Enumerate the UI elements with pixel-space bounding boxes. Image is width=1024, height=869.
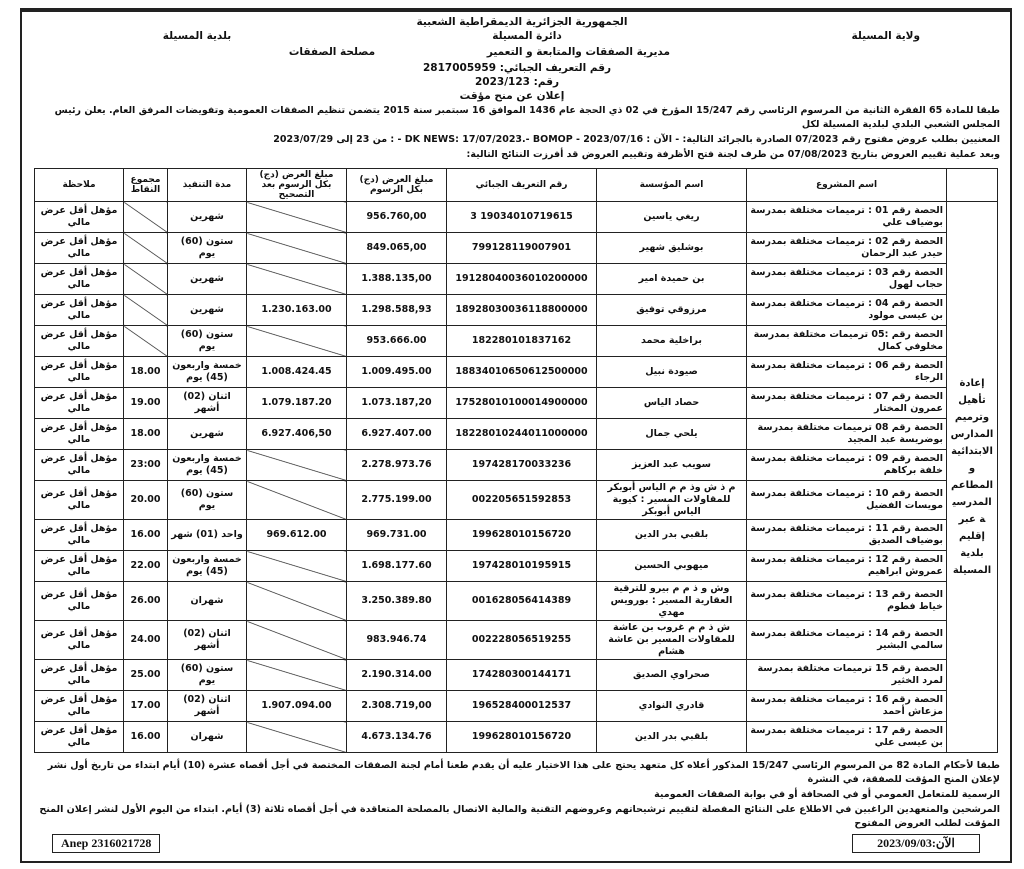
- execution-duration: اثنان (02) أشهر: [168, 388, 247, 419]
- corrected-amount: 6.927.406,50: [247, 419, 347, 450]
- total-points: 16.00: [124, 722, 168, 753]
- republic-heading: الجمهورية الجزائرية الديمقراطية الشعبية: [416, 16, 628, 28]
- remark: مؤهل أقل عرض مالي: [35, 202, 124, 233]
- total-points: 20.00: [124, 481, 168, 520]
- results-table: [34, 168, 998, 753]
- company-nif: 19034010719615 3: [447, 202, 597, 233]
- company-name: بن حميدة امير: [597, 264, 747, 295]
- company-nif: 19128040036010200000: [447, 264, 597, 295]
- nif-label: رقم التعريف الجبائي: 2817005959: [422, 62, 612, 74]
- execution-duration: شهرين: [168, 264, 247, 295]
- service-label: مصلحة الصفقات: [288, 46, 376, 58]
- company-name: صحراوي الصديق: [597, 660, 747, 691]
- table-row: [35, 295, 998, 326]
- project-name: الحصة رقم 02 : ترميمات مختلفة بمدرسة حيدر عبد الرحمان: [747, 233, 947, 264]
- offer-amount: 2.775.199.00: [347, 481, 447, 520]
- table-row: [35, 264, 998, 295]
- remark: مؤهل أقل عرض مالي: [35, 357, 124, 388]
- total-points: 18.00: [124, 419, 168, 450]
- header-points: مجموع النقاط: [124, 169, 168, 202]
- anep-reference: Anep 2316021728: [52, 834, 160, 853]
- intro-line-3: وبعد عملية تقييم العروض بتاريخ 07/08/2023 من طرف لجنة فتح الأظرفة وتقييم العروض قد أفرزت النتائج التالية:: [466, 149, 1000, 160]
- project-name: الحصة رقم 16 : ترميمات مختلفة بمدرسة مزعاش أحمد: [747, 691, 947, 722]
- document-title: إعلان عن منح مؤقت: [459, 90, 565, 102]
- remark: مؤهل أقل عرض مالي: [35, 388, 124, 419]
- company-name: سويب عبد العزيز: [597, 450, 747, 481]
- project-name: الحصة رقم :05 ترميمات مختلفة بمدرسة مخلوفي كمال: [747, 326, 947, 357]
- header-duration: مدة التنفيذ: [168, 169, 247, 202]
- total-points: 18.00: [124, 357, 168, 388]
- table-row: [35, 481, 998, 520]
- table-row: [35, 691, 998, 722]
- offer-amount: 1.009.495.00: [347, 357, 447, 388]
- project-name: الحصة رقم 04 : ترميمات مختلفة بمدرسة بن عيسى مولود: [747, 295, 947, 326]
- offer-amount: 983.946.74: [347, 621, 447, 660]
- company-name: مرزوقي توفيق: [597, 295, 747, 326]
- remark: مؤهل أقل عرض مالي: [35, 450, 124, 481]
- intro-line-1: طبقا للمادة 65 الفقرة الثانية من المرسوم الرئاسي رقم 15/247 المؤرخ في 02 ذي الحجة عام 1436 الموافق 16 سبتمبر سنة 2015 يتضمن تنظيم الصفقات العمومية وتفويضات المرفق العام. يعلن رئيس المجلس الشعبي البلدي لبلدية المسيلة لكل: [54, 105, 1000, 130]
- header-nif: رقم التعريف الجبائي: [447, 169, 597, 202]
- offer-amount: 1.073.187,20: [347, 388, 447, 419]
- document-frame: [20, 8, 1012, 863]
- offer-amount: 2.278.973.76: [347, 450, 447, 481]
- header-amount: مبلغ العرض (دج) بكل الرسوم: [347, 169, 447, 202]
- total-points: [124, 202, 168, 233]
- project-name: الحصة رقم 10 : ترميمات مختلفة بمدرسة مويسات الفضيل: [747, 481, 947, 520]
- company-name: بلقبي بدر الدين: [597, 722, 747, 753]
- execution-duration: شهرين: [168, 295, 247, 326]
- header-corrected-amount: مبلغ العرض (دج) بكل الرسوم بعد التصحيح: [247, 169, 347, 202]
- project-name: الحصة رقم 01 : ترميمات مختلفة بمدرسة بوضياف علي: [747, 202, 947, 233]
- table-row: [35, 357, 998, 388]
- daira-label: دائرة المسيلة: [492, 30, 562, 42]
- corrected-amount: [247, 660, 347, 691]
- corrected-amount: 1.230.163.00: [247, 295, 347, 326]
- footer-paragraph: [32, 759, 1000, 831]
- header-company: اسم المؤسسة: [597, 169, 747, 202]
- company-nif: 18834010650612500000: [447, 357, 597, 388]
- table-row: [35, 582, 998, 621]
- offer-amount: 2.190.314.00: [347, 660, 447, 691]
- project-name: الحصة رقم 06 : ترميمات مختلفة بمدرسة الرجاء: [747, 357, 947, 388]
- remark: مؤهل أقل عرض مالي: [35, 582, 124, 621]
- company-nif: 18228010244011000000: [447, 419, 597, 450]
- corrected-amount: [247, 202, 347, 233]
- directorate-label: مديرية الصفقات والمتابعة و التعمير: [486, 46, 670, 58]
- offer-amount: 3.250.389.80: [347, 582, 447, 621]
- total-points: [124, 264, 168, 295]
- header-group: [947, 169, 998, 202]
- company-nif: 002228056519255: [447, 621, 597, 660]
- total-points: 24.00: [124, 621, 168, 660]
- company-nif: 196528400012537: [447, 691, 597, 722]
- table-row: [35, 233, 998, 264]
- total-points: 22.00: [124, 551, 168, 582]
- remark: مؤهل أقل عرض مالي: [35, 326, 124, 357]
- project-name: الحصة رقم 09 : ترميمات مختلفة بمدرسة خلفة بركاهم: [747, 450, 947, 481]
- intro-paragraph: [32, 104, 1000, 162]
- offer-amount: 956.760,00: [347, 202, 447, 233]
- company-nif: 17528010100014900000: [447, 388, 597, 419]
- corrected-amount: [247, 582, 347, 621]
- table-row: [35, 202, 998, 233]
- offer-amount: 969.731.00: [347, 520, 447, 551]
- company-nif: 174280300144171: [447, 660, 597, 691]
- project-name: الحصة رقم 15 ترميمات مختلفة بمدرسة لمرد الخثير: [747, 660, 947, 691]
- execution-duration: ستون (60) يوم: [168, 326, 247, 357]
- company-nif: 197428010195915: [447, 551, 597, 582]
- remark: مؤهل أقل عرض مالي: [35, 419, 124, 450]
- corrected-amount: [247, 264, 347, 295]
- project-name: الحصة رقم 08 ترميمات مختلفة بمدرسة بوضريسة عبد المجيد: [747, 419, 947, 450]
- execution-duration: اثنان (02) أشهر: [168, 691, 247, 722]
- corrected-amount: 969.612.00: [247, 520, 347, 551]
- table-row: [35, 722, 998, 753]
- company-nif: 182280101837162: [447, 326, 597, 357]
- corrected-amount: [247, 621, 347, 660]
- execution-duration: خمسة واربعون (45) يوم: [168, 357, 247, 388]
- table-row: [35, 660, 998, 691]
- table-row: [35, 520, 998, 551]
- execution-duration: ستون (60) يوم: [168, 233, 247, 264]
- commune-label: بلدية المسيلة: [162, 30, 232, 42]
- remark: مؤهل أقل عرض مالي: [35, 551, 124, 582]
- company-name: قادري النوادي: [597, 691, 747, 722]
- company-name: حصاد الياس: [597, 388, 747, 419]
- execution-duration: اثنان (02) أشهر: [168, 621, 247, 660]
- remark: مؤهل أقل عرض مالي: [35, 691, 124, 722]
- table-row: [35, 551, 998, 582]
- execution-duration: خمسة واربعون (45) يوم: [168, 551, 247, 582]
- remark: مؤهل أقل عرض مالي: [35, 481, 124, 520]
- offer-amount: 1.388.135,00: [347, 264, 447, 295]
- reference-number: رقم: 2023/123: [475, 76, 559, 88]
- company-name: بلقبي بدر الدين: [597, 520, 747, 551]
- total-points: 16.00: [124, 520, 168, 551]
- company-nif: 197428170033236: [447, 450, 597, 481]
- company-nif: 001628056414389: [447, 582, 597, 621]
- project-name: الحصة رقم 13 : ترميمات مختلفة بمدرسة خياط فطوم: [747, 582, 947, 621]
- remark: مؤهل أقل عرض مالي: [35, 295, 124, 326]
- corrected-amount: [247, 481, 347, 520]
- corrected-amount: 1.079.187.20: [247, 388, 347, 419]
- execution-duration: شهرين: [168, 419, 247, 450]
- total-points: [124, 326, 168, 357]
- project-name: الحصة رقم 14 : ترميمات مختلفة بمدرسة سالمي البشير: [747, 621, 947, 660]
- intro-line-2: المعنيين بطلب عروض مفتوح رقم 07/2023 الصادرة بالجرائد التالية: - الآن : 2023/07/16 - DK NEWS: 17/07/2023.- BOMOP - : من 23 إلى 2023/07/29: [273, 134, 1000, 145]
- company-name: بوشليق شهير: [597, 233, 747, 264]
- company-nif: 18928030036118800000: [447, 295, 597, 326]
- offer-amount: 4.673.134.76: [347, 722, 447, 753]
- total-points: 17.00: [124, 691, 168, 722]
- project-name: الحصة رقم 17 : ترميمات مختلفة بمدرسة بن عيسى علي: [747, 722, 947, 753]
- company-nif: 002205651592853: [447, 481, 597, 520]
- remark: مؤهل أقل عرض مالي: [35, 520, 124, 551]
- execution-duration: شهرين: [168, 202, 247, 233]
- footer-line-1: طبقا لأحكام المادة 82 من المرسوم الرئاسي 15/247 المذكور أعلاه كل متعهد يحتج على هذا الاختيار عليه أن يقدم طعنا أمام لجنة الصفقات المختصة في أجل أقصاه عشرة (10) أيام ابتداء من تاريخ أول نشر لإعلان المنح المؤقت للصفقة، في النشرة: [47, 760, 1000, 785]
- total-points: 25.00: [124, 660, 168, 691]
- remark: مؤهل أقل عرض مالي: [35, 722, 124, 753]
- execution-duration: ستون (60) يوم: [168, 660, 247, 691]
- publication-date: الآن:2023/09/03: [852, 834, 980, 853]
- corrected-amount: [247, 450, 347, 481]
- offer-amount: 1.298.588,93: [347, 295, 447, 326]
- project-group-label: إعادة تأهيل وترميم المدارس الابتدائية و المطاعم المدرسية عبر إقليم بلدية المسيلة: [947, 202, 998, 753]
- corrected-amount: [247, 722, 347, 753]
- footer-line-3: المرشحين والمتعهدين الراغبين في الاطلاع على النتائج المفصلة لتقييم ترشيحاتهم وعروضهم التقنية والمالية الاتصال بالمصلحة المتعاقدة في أجل أقصاه ثلاثة (3) أيام. ابتداء من اليوم الأول لنشر إعلان المنح المؤقت لطلب العروض المفتوح: [39, 804, 1000, 829]
- company-name: يلحي جمال: [597, 419, 747, 450]
- remark: مؤهل أقل عرض مالي: [35, 233, 124, 264]
- table-row: [35, 621, 998, 660]
- company-name: م ذ ش وذ م م الياس أبوبكر للمقاولات المسير : كيوية الياس أبوبكر: [597, 481, 747, 520]
- footer-line-2: الرسمية للمتعامل العمومي أو في الصحافة أو في بوابة الصفقات العمومية: [654, 789, 1000, 800]
- execution-duration: شهران: [168, 582, 247, 621]
- company-name: ميهوبي الحسين: [597, 551, 747, 582]
- corrected-amount: 1.907.094.00: [247, 691, 347, 722]
- project-name: الحصة رقم 11 : ترميمات مختلفة بمدرسة بوضياف الصديق: [747, 520, 947, 551]
- company-nif: 199628010156720: [447, 722, 597, 753]
- project-name: الحصة رقم 07 : ترميمات مختلفة بمدرسة عمرون المختار: [747, 388, 947, 419]
- table-row: [35, 326, 998, 357]
- company-nif: 799128119007901: [447, 233, 597, 264]
- company-name: ريغي ياسين: [597, 202, 747, 233]
- remark: مؤهل أقل عرض مالي: [35, 660, 124, 691]
- corrected-amount: [247, 233, 347, 264]
- execution-duration: شهران: [168, 722, 247, 753]
- execution-duration: واحد (01) شهر: [168, 520, 247, 551]
- company-nif: 199628010156720: [447, 520, 597, 551]
- table-row: [35, 450, 998, 481]
- table-row: [35, 388, 998, 419]
- footer-boxes: [32, 834, 1000, 853]
- corrected-amount: 1.008.424.45: [247, 357, 347, 388]
- total-points: 23:00: [124, 450, 168, 481]
- company-name: ش ذ م م غروب بن عاشة للمقاولات المسير بن عاشة هشام: [597, 621, 747, 660]
- total-points: 26.00: [124, 582, 168, 621]
- table-row: [35, 419, 998, 450]
- wilaya-label: ولاية المسيلة: [851, 30, 920, 42]
- execution-duration: خمسة واربعون (45) يوم: [168, 450, 247, 481]
- company-name: وش و ذ م م بيرو للترقية العقارية المسير : بورويس مهدي: [597, 582, 747, 621]
- header-project: اسم المشروع: [747, 169, 947, 202]
- offer-amount: 6.927.407.00: [347, 419, 447, 450]
- company-name: براخلية محمد: [597, 326, 747, 357]
- corrected-amount: [247, 326, 347, 357]
- offer-amount: 1.698.177.60: [347, 551, 447, 582]
- offer-amount: 849.065,00: [347, 233, 447, 264]
- remark: مؤهل أقل عرض مالي: [35, 264, 124, 295]
- offer-amount: 953.666.00: [347, 326, 447, 357]
- offer-amount: 2.308.719,00: [347, 691, 447, 722]
- table-header-row: [35, 169, 998, 202]
- total-points: 19.00: [124, 388, 168, 419]
- header-remark: ملاحظة: [35, 169, 124, 202]
- company-name: صيودة نبيل: [597, 357, 747, 388]
- total-points: [124, 295, 168, 326]
- total-points: [124, 233, 168, 264]
- project-name: الحصة رقم 03 : ترميمات مختلفة بمدرسة حجاب لهول: [747, 264, 947, 295]
- project-name: الحصة رقم 12 : ترميمات مختلفة بمدرسة عمروش ابراهيم: [747, 551, 947, 582]
- remark: مؤهل أقل عرض مالي: [35, 621, 124, 660]
- execution-duration: ستون (60) يوم: [168, 481, 247, 520]
- corrected-amount: [247, 551, 347, 582]
